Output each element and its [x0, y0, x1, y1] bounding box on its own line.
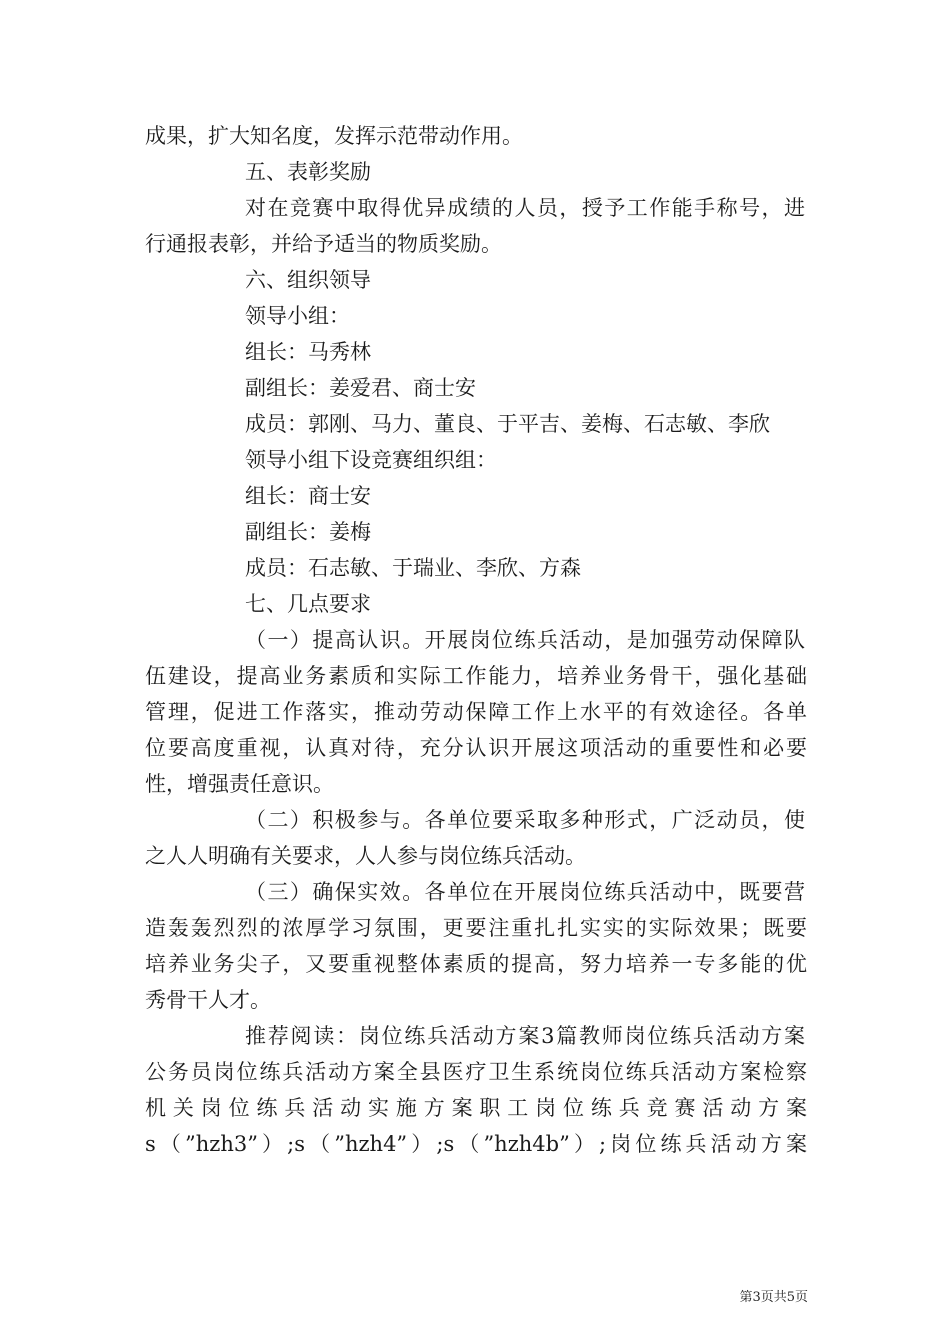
text-line: 领导小组：: [245, 304, 350, 328]
text-line: 组长：马秀林: [245, 340, 371, 364]
text-line: 副组长：姜梅: [245, 520, 371, 544]
section-heading: 七、几点要求: [245, 592, 371, 616]
text-line: 秀骨干人才。: [145, 988, 271, 1012]
text-line: 位要高度重视，认真对待，充分认识开展这项活动的重要性和必要: [145, 736, 807, 760]
text-line: 管理，促进工作落实，推动劳动保障工作上水平的有效途径。各单: [145, 700, 807, 724]
text-line: （二）积极参与。各单位要采取多种形式，广泛动员，使: [245, 808, 805, 832]
section-heading: 五、表彰奖励: [245, 160, 371, 184]
page-number: 第3页共5页: [739, 1290, 808, 1305]
text-line: 副组长：姜爱君、商士安: [245, 376, 476, 400]
text-line: 性，增强责任意识。: [145, 772, 334, 796]
text-line: （一）提高认识。开展岗位练兵活动，是加强劳动保障队: [245, 628, 805, 652]
text-line: 领导小组下设竞赛组织组：: [245, 448, 497, 472]
recommended-reading: 推荐阅读：岗位练兵活动方案3篇教师岗位练兵活动方案: [245, 1024, 805, 1048]
text-line: 培养业务尖子，又要重视整体素质的提高，努力培养一专多能的优: [145, 952, 807, 976]
text-line: 组长：商士安: [245, 484, 371, 508]
text-line: 机关岗位练兵活动实施方案职工岗位练兵竞赛活动方案: [145, 1096, 807, 1120]
text-line: 成员：郭刚、马力、董良、于平吉、姜梅、石志敏、李欣: [245, 412, 770, 436]
text-line: （三）确保实效。各单位在开展岗位练兵活动中，既要营: [245, 880, 805, 904]
text-line: 成果，扩大知名度，发挥示范带动作用。: [145, 124, 523, 148]
text-line: 造轰轰烈烈的浓厚学习氛围，更要注重扎扎实实的实际效果；既要: [145, 916, 807, 940]
text-line: 对在竞赛中取得优异成绩的人员，授予工作能手称号，进: [245, 196, 805, 220]
text-line: 公务员岗位练兵活动方案全县医疗卫生系统岗位练兵活动方案检察: [145, 1060, 807, 1084]
text-line: s（”hzh3”）;s（”hzh4”）;s（”hzh4b”）;岗位练兵活动方案: [145, 1132, 807, 1156]
text-line: 伍建设，提高业务素质和实际工作能力，培养业务骨干，强化基础: [145, 664, 807, 688]
text-line: 行通报表彰，并给予适当的物质奖励。: [145, 232, 502, 256]
text-line: 之人人明确有关要求，人人参与岗位练兵活动。: [145, 844, 586, 868]
text-line: 成员：石志敏、于瑞业、李欣、方森: [245, 556, 581, 580]
section-heading: 六、组织领导: [245, 268, 371, 292]
